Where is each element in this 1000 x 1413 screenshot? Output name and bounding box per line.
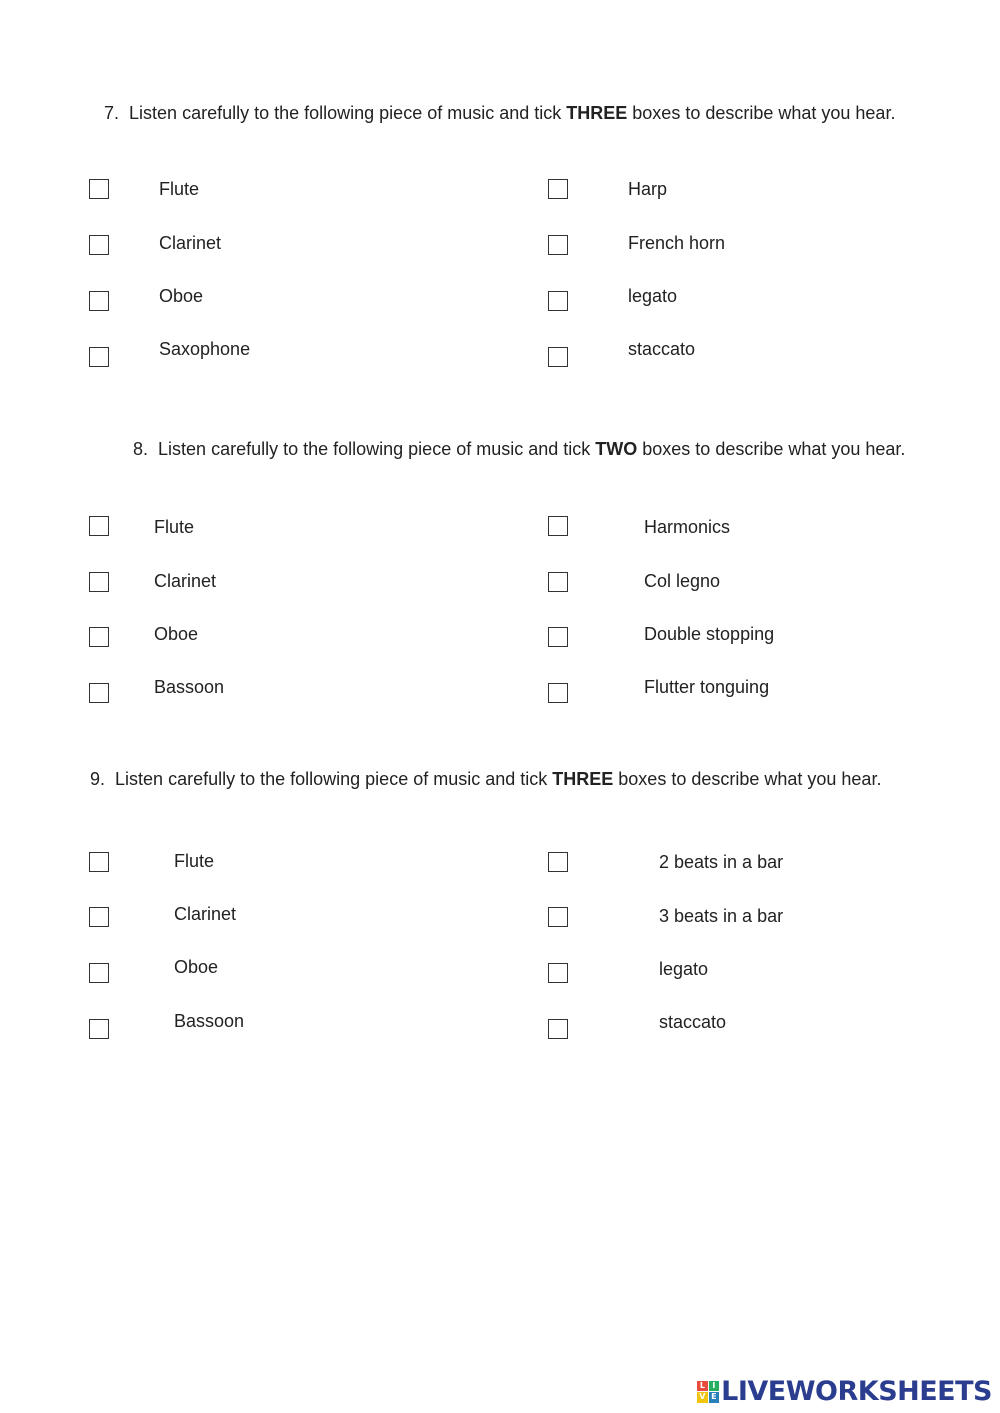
checkbox-q7-right-0[interactable] [548, 179, 568, 199]
option-label: Clarinet [154, 571, 217, 591]
option-label: Saxophone [159, 339, 251, 359]
logo-letter: I [709, 1381, 720, 1392]
checkbox-q8-left-0[interactable] [89, 516, 109, 536]
option-label: 2 beats in a bar [659, 852, 784, 872]
option-label: Flute [154, 517, 195, 537]
option-label: Harp [628, 179, 668, 199]
option-label: Flutter tonguing [644, 677, 770, 697]
checkbox-q7-right-1[interactable] [548, 235, 568, 255]
option-label: Bassoon [154, 677, 225, 697]
prompt-text-end: boxes to describe what you hear. [627, 103, 896, 123]
logo-letter: L [697, 1381, 708, 1392]
question-8-prompt [133, 438, 905, 460]
checkbox-q7-right-2[interactable] [548, 291, 568, 311]
checkbox-q9-right-0[interactable] [548, 852, 568, 872]
question-9-prompt [90, 768, 881, 790]
option-label: Harmonics [644, 517, 731, 537]
option-label: Col legno [644, 571, 721, 591]
checkbox-q8-left-1[interactable] [89, 572, 109, 592]
question-number: 8. [133, 439, 149, 459]
option-label: Flute [159, 179, 200, 199]
option-label: staccato [628, 339, 696, 359]
prompt-emphasis: THREE [552, 769, 614, 789]
checkbox-q8-left-3[interactable] [89, 683, 109, 703]
checkbox-q8-left-2[interactable] [89, 627, 109, 647]
checkbox-q9-left-1[interactable] [89, 907, 109, 927]
liveworksheets-logo [697, 1376, 992, 1407]
checkbox-q9-right-1[interactable] [548, 907, 568, 927]
logo-letter: V [697, 1392, 708, 1403]
option-label: Flute [174, 851, 215, 871]
prompt-text: Listen carefully to the following piece of music and tick [115, 769, 553, 789]
option-label: Bassoon [174, 1011, 245, 1031]
checkbox-q9-right-2[interactable] [548, 963, 568, 983]
checkbox-q9-left-2[interactable] [89, 963, 109, 983]
checkbox-q8-right-0[interactable] [548, 516, 568, 536]
option-label: staccato [659, 1012, 727, 1032]
checkbox-q8-right-1[interactable] [548, 572, 568, 592]
checkbox-q7-left-1[interactable] [89, 235, 109, 255]
question-number: 9. [90, 769, 106, 789]
checkbox-q9-left-0[interactable] [89, 852, 109, 872]
prompt-text: Listen carefully to the following piece of music and tick [158, 439, 596, 459]
question-7-prompt [104, 102, 895, 124]
option-label: French horn [628, 233, 726, 253]
checkbox-q7-right-3[interactable] [548, 347, 568, 367]
checkbox-q8-right-2[interactable] [548, 627, 568, 647]
option-label: Double stopping [644, 624, 775, 644]
prompt-text-end: boxes to describe what you hear. [637, 439, 906, 459]
option-label: Clarinet [159, 233, 222, 253]
logo-text: LIVEWORKSHEETS [721, 1376, 992, 1407]
prompt-emphasis: THREE [566, 103, 628, 123]
question-number: 7. [104, 103, 120, 123]
checkbox-q9-right-3[interactable] [548, 1019, 568, 1039]
prompt-text-end: boxes to describe what you hear. [613, 769, 882, 789]
option-label: Clarinet [174, 904, 237, 924]
checkbox-q7-left-2[interactable] [89, 291, 109, 311]
checkbox-q9-left-3[interactable] [89, 1019, 109, 1039]
prompt-emphasis: TWO [595, 439, 638, 459]
logo-letter: E [709, 1392, 720, 1403]
option-label: legato [628, 286, 678, 306]
checkbox-q7-left-3[interactable] [89, 347, 109, 367]
option-label: Oboe [159, 286, 204, 306]
prompt-text: Listen carefully to the following piece of music and tick [129, 103, 567, 123]
option-label: Oboe [174, 957, 219, 977]
checkbox-q8-right-3[interactable] [548, 683, 568, 703]
option-label: 3 beats in a bar [659, 906, 784, 926]
logo-icon [697, 1381, 719, 1403]
option-label: Oboe [154, 624, 199, 644]
checkbox-q7-left-0[interactable] [89, 179, 109, 199]
option-label: legato [659, 959, 709, 979]
